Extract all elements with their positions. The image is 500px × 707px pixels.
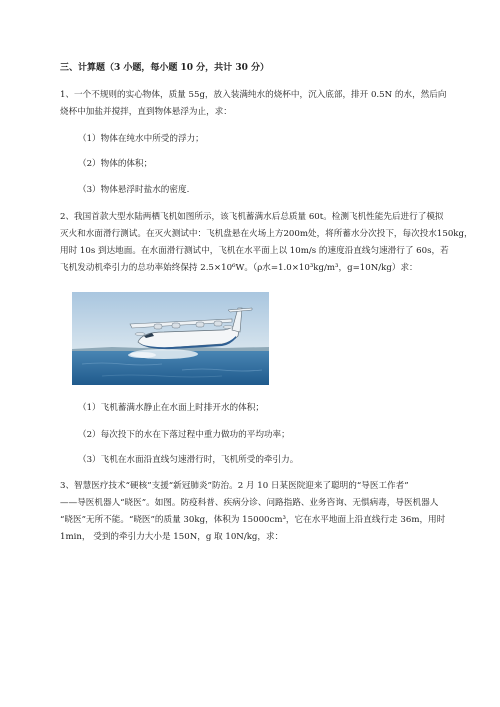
q2-text-line-4: 飞机发动机牵引力的总功率始终保持 2.5×10⁶W。（ρ水=1.0×10³kg/m³，g=10N/kg）求： <box>60 263 418 273</box>
q1-sub-question-3: （3）物体悬浮时盐水的密度. <box>78 185 190 195</box>
q1-text-line-2: 烧杯中加盐并搅拌，直到物体悬浮为止，求： <box>60 107 232 117</box>
q3-text-line-4: 1min， 受到的牵引力大小是 150N，g 取 10N/kg，求： <box>60 532 284 542</box>
q2-sub-question-1: （1）飞机蓄满水静止在水面上时排开水的体积； <box>78 403 264 413</box>
q2-text-line-1: 2、我国首款大型水陆两栖飞机如图所示，该飞机蓄满水后总质量 60t。检测飞机性能先后进行了模拟 <box>60 212 444 222</box>
q2-sub-question-2: （2）每次投下的水在下落过程中重力做功的平均功率； <box>78 430 290 440</box>
q3-text-line-1: 3、智慧医疗技术“硬核”支援“新冠肺炎”防治。2 月 10 日某医院迎来了聪明的“导医工作者” <box>60 481 409 491</box>
q3-text-line-3: “晓医”无所不能。“晓医”的质量 30kg，体积为 15000cm³，它在水平地面上沿直线行走 36m，用时 <box>60 515 446 525</box>
q1-text-line-1: 1、一个不规则的实心物体，质量 55g，放入装满纯水的烧杯中，沉入底部，排开 0.5N 的水，然后向 <box>60 90 447 100</box>
q3-text-line-2: ——导医机器人“晓医”。如图。防疫科普、疾病分诊、问路指路、业务咨询、无惧病毒，导医机器人 <box>60 498 439 508</box>
q1-sub-question-1: （1）物体在纯水中所受的浮力； <box>78 134 204 144</box>
amphibious-aircraft-photo <box>72 292 269 385</box>
q2-text-line-3: 用时 10s 到达地面。在水面滑行测试中，飞机在水平面上以 10m/s 的速度沿直线匀速滑行了 60s，若 <box>60 246 449 256</box>
section-heading: 三、计算题（3 小题，每小题 10 分，共计 30 分） <box>60 63 269 73</box>
q2-text-line-2: 灭火和水面滑行测试。在灭火测试中：飞机盘悬在火场上方200m处，将所蓄水分次投下，每次投水150kg， <box>60 229 473 239</box>
q1-sub-question-2: （2）物体的体积； <box>78 159 153 169</box>
q2-sub-question-3: （3）飞机在水面沿直线匀速滑行时，飞机所受的牵引力。 <box>78 455 299 465</box>
